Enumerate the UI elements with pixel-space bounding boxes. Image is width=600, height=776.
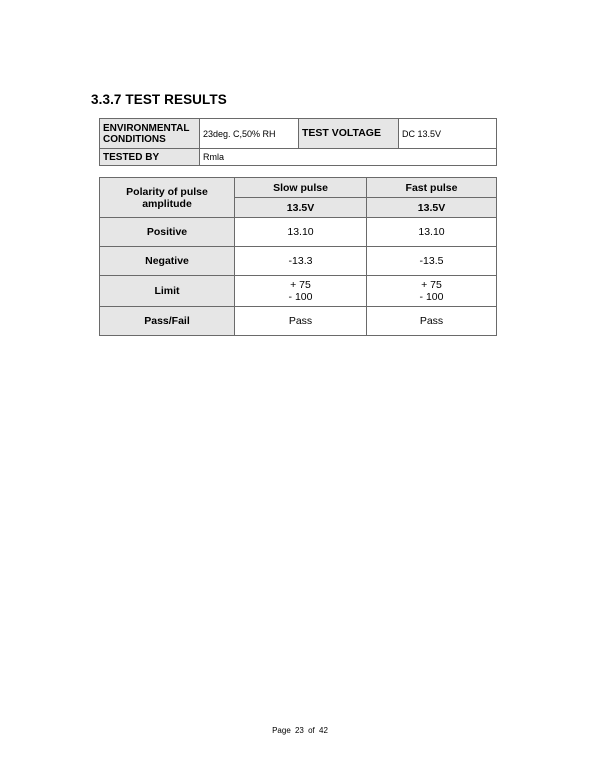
- tested-by-row: [100, 149, 497, 166]
- tested-by-value: Rmla: [200, 149, 497, 166]
- polarity-header-line2: amplitude: [142, 197, 192, 210]
- limit-slow-value: [235, 276, 367, 307]
- test-voltage-value: DC 13.5V: [399, 119, 497, 149]
- fast-pulse-header: Fast pulse: [367, 178, 497, 198]
- limit-fast-upper: + 75: [421, 279, 442, 291]
- environmental-conditions-value: 23deg. C,50% RH: [200, 119, 299, 149]
- results-header-row: [100, 178, 497, 198]
- table-row: [100, 247, 497, 276]
- limit-fast-lower: - 100: [419, 291, 444, 303]
- limit-fast-value: [367, 276, 497, 307]
- positive-slow-value: 13.10: [235, 218, 367, 247]
- page-number: Page 23 of 42: [272, 726, 328, 735]
- results-table: [99, 177, 497, 336]
- positive-label: Positive: [100, 218, 235, 247]
- passfail-fast-value: Pass: [367, 307, 497, 336]
- passfail-slow-value: Pass: [235, 307, 367, 336]
- passfail-label: Pass/Fail: [100, 307, 235, 336]
- polarity-header: [100, 178, 235, 218]
- limit-slow-upper: + 75: [290, 279, 311, 291]
- slow-pulse-voltage: 13.5V: [235, 198, 367, 218]
- negative-fast-value: -13.5: [367, 247, 497, 276]
- environmental-conditions-label: [100, 119, 200, 149]
- fast-pulse-voltage: 13.5V: [367, 198, 497, 218]
- negative-slow-value: -13.3: [235, 247, 367, 276]
- table-row: [100, 218, 497, 247]
- section-title: 3.3.7 TEST RESULTS: [91, 92, 227, 107]
- test-voltage-label: TEST VOLTAGE: [299, 119, 399, 149]
- polarity-header-line1: Polarity of pulse: [126, 185, 208, 198]
- environment-row: [100, 119, 497, 149]
- positive-fast-value: 13.10: [367, 218, 497, 247]
- slow-pulse-header: Slow pulse: [235, 178, 367, 198]
- limit-label: Limit: [100, 276, 235, 307]
- passfail-row: [100, 307, 497, 336]
- tested-by-label: TESTED BY: [100, 149, 200, 166]
- limit-slow-lower: - 100: [288, 291, 313, 303]
- environment-table: [99, 118, 497, 166]
- environmental-conditions-label-line1: ENVIRONMENTAL: [103, 122, 190, 134]
- environmental-conditions-label-line2: CONDITIONS: [103, 133, 166, 145]
- limit-row: [100, 276, 497, 307]
- negative-label: Negative: [100, 247, 235, 276]
